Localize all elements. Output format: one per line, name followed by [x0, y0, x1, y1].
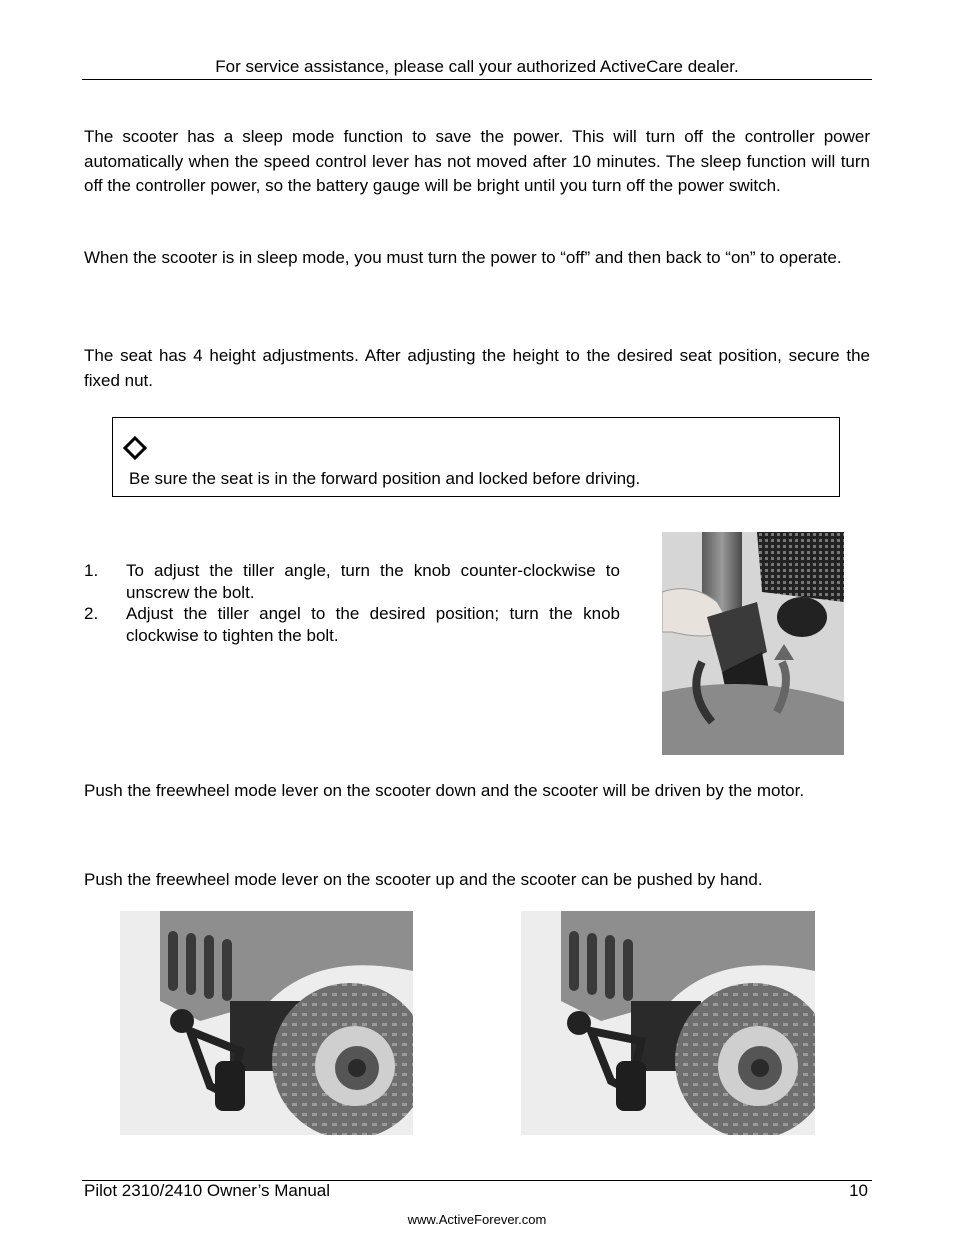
step-number: 2.: [84, 604, 99, 623]
step-number: 1.: [84, 561, 99, 580]
manual-title: Pilot 2310/2410 Owner’s Manual: [84, 1181, 331, 1200]
list-item: [84, 560, 620, 603]
sleep-mode-paragraph-1: The scooter has a sleep mode function to save the power. This will turn off the controller power automatically when the speed control lever has not moved after 10 minutes. The sleep function will turn off the controller power, so the battery gauge will be bright until you turn off the power switch.: [84, 127, 870, 195]
tiller-knob-photo: [662, 532, 844, 755]
step-text: Adjust the tiller angel to the desired position; turn the knob clockwise to tighten the bolt.: [126, 604, 620, 645]
website-url[interactable]: www.ActiveForever.com: [407, 1212, 547, 1227]
freewheel-lever-down-photo: [120, 911, 413, 1135]
sleep-mode-paragraph-2: When the scooter is in sleep mode, you must turn the power to “off” and then back to “on” to operate.: [84, 248, 842, 267]
freewheel-drive-paragraph: Push the freewheel mode lever on the scooter down and the scooter will be driven by the motor.: [84, 781, 805, 800]
page-header: For service assistance, please call your authorized ActiveCare dealer.: [215, 57, 739, 76]
freewheel-lever-up-photo: [521, 911, 815, 1135]
warning-text: Be sure the seat is in the forward position and locked before driving.: [129, 469, 641, 488]
page-number: 10: [849, 1181, 868, 1200]
tiller-steps-list: [84, 560, 620, 646]
list-item: [84, 603, 620, 646]
freewheel-push-paragraph: Push the freewheel mode lever on the scooter up and the scooter can be pushed by hand.: [84, 870, 763, 889]
header-divider: [82, 79, 872, 80]
warning-box: [112, 417, 840, 497]
seat-height-paragraph: The seat has 4 height adjustments. After adjusting the height to the desired seat position, secure the fixed nut.: [84, 346, 870, 390]
step-text: To adjust the tiller angle, turn the knob counter-clockwise to unscrew the bolt.: [126, 561, 620, 602]
diamond-icon: [123, 436, 147, 460]
